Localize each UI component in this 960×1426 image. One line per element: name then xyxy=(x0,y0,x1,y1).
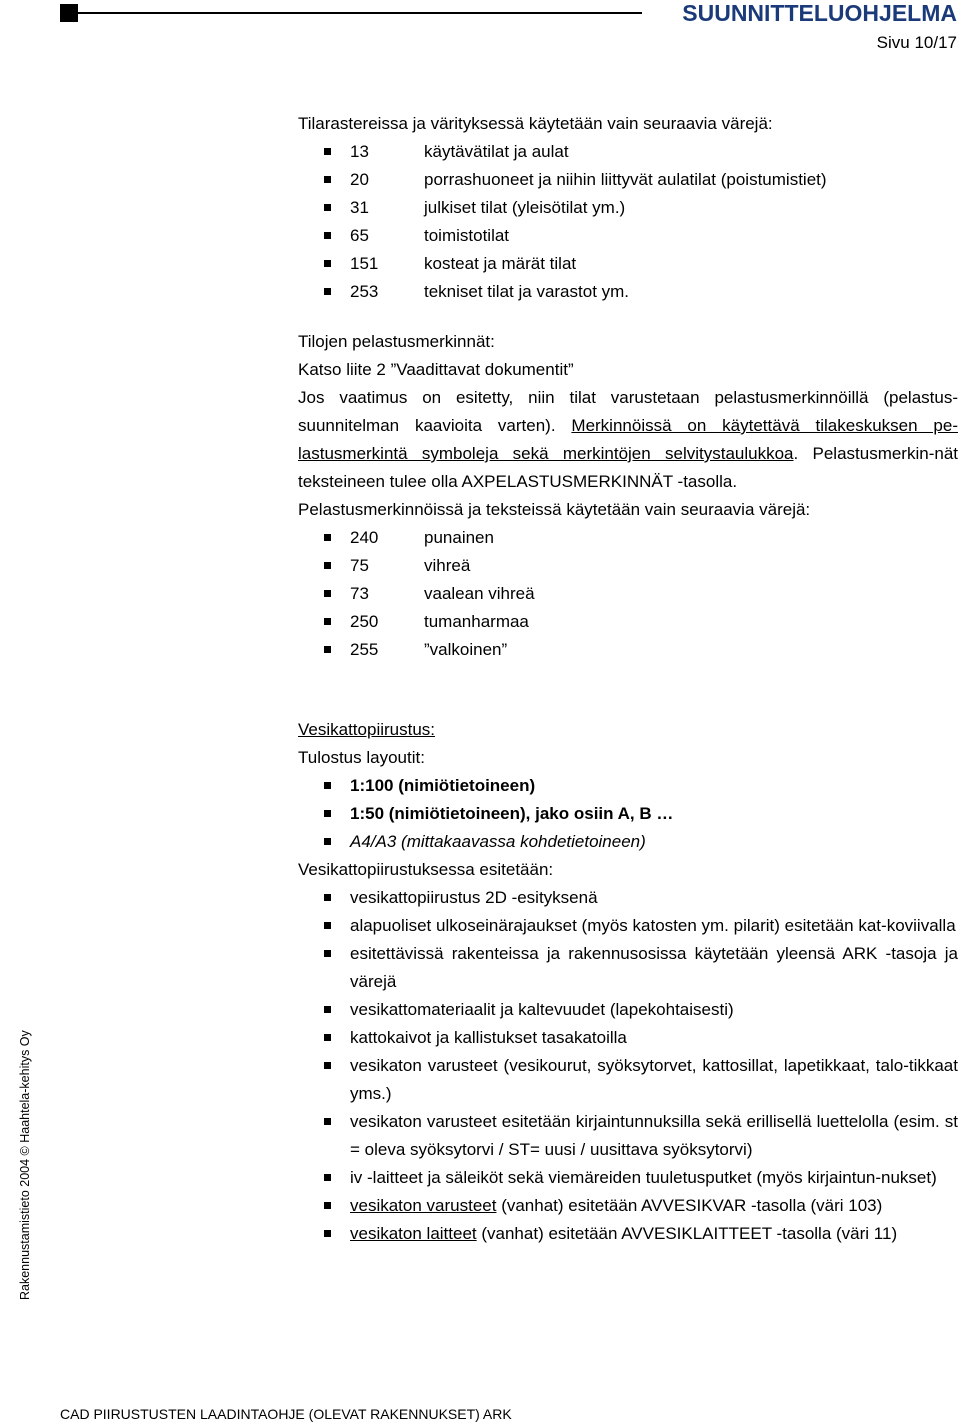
roof-title: Vesikattopiirustus: xyxy=(298,720,436,739)
list-item: vesikattomateriaalit ja kaltevuudet (lapekohtaisesti) xyxy=(298,996,958,1024)
rescue-paragraph: Jos vaatimus on esitetty, niin tilat varustetaan pelastusmerkinnöillä (pelastus-suunnitelman kaavioita varten). Merkinnöissä on käytettävä tilakeskuksen pe-lastusmerkintä symboleja sekä merkintöjen selvitystaulukkoa. Pelastusmerkin-nät teksteineen tulee olla AXPELASTUSMERKINNÄT -tasolla. xyxy=(298,388,958,491)
rescue-title: Tilojen pelastusmerkinnät: xyxy=(298,332,495,351)
list-item: 13 käytävätilat ja aulat xyxy=(298,138,958,166)
list-item: 73 vaalean vihreä xyxy=(298,580,958,608)
list-item: 75 vihreä xyxy=(298,552,958,580)
rescue-color-list xyxy=(298,524,958,664)
list-item: iv -laitteet ja säleiköt sekä viemäreiden tuuletusputket (myös kirjaintun-nukset) xyxy=(298,1164,958,1192)
list-item: vesikaton laitteet (vanhat) esitetään AVVESIKLAITTEET -tasolla (väri 11) xyxy=(298,1220,958,1248)
header-rule xyxy=(78,12,642,14)
layout-list xyxy=(298,772,958,856)
room-color-list xyxy=(298,138,958,306)
layouts-label: Tulostus layoutit: xyxy=(298,748,425,767)
list-item: 240 punainen xyxy=(298,524,958,552)
list-item: vesikattopiirustus 2D -esityksenä xyxy=(298,884,958,912)
list-item: esitettävissä rakenteissa ja rakennusosissa käytetään yleensä ARK -tasoja ja värejä xyxy=(298,940,958,996)
rescue-colors-intro: Pelastusmerkinnöissä ja teksteissä käytetään vain seuraavia värejä: xyxy=(298,500,811,519)
list-item: 1:100 (nimiötietoineen) xyxy=(298,772,958,800)
list-item: 250 tumanharmaa xyxy=(298,608,958,636)
list-item: 65 toimistotilat xyxy=(298,222,958,250)
list-item: 1:50 (nimiötietoineen), jako osiin A, B … xyxy=(298,800,958,828)
list-item: alapuoliset ulkoseinärajaukset (myös katosten ym. pilarit) esitetään kat-koviivalla xyxy=(298,912,958,940)
list-item: vesikaton varusteet (vanhat) esitetään AVVESIKVAR -tasolla (väri 103) xyxy=(298,1192,958,1220)
list-item: vesikaton varusteet esitetään kirjaintunnuksilla sekä erillisellä luettelolla (esim. st = oleva syöksytorvi / ST= uusi / uusittava syöksytorvi) xyxy=(298,1108,958,1164)
colors-intro: Tilarastereissa ja värityksessä käytetään vain seuraavia värejä: xyxy=(298,114,773,133)
list-item: vesikaton varusteet (vesikourut, syöksytorvet, kattosillat, lapetikkaat, talo-tikkaat yms.) xyxy=(298,1052,958,1108)
page-number: Sivu 10/17 xyxy=(876,33,957,52)
list-item: 253 tekniset tilat ja varastot ym. xyxy=(298,278,958,306)
roof-items-list xyxy=(298,884,958,1248)
footer-text: CAD PIIRUSTUSTEN LAADINTAOHJE (OLEVAT RAKENNUKSET) ARK xyxy=(60,1406,512,1422)
document-title: SUUNNITTELUOHJELMA xyxy=(682,0,957,26)
list-item: 31 julkiset tilat (yleisötilat ym.) xyxy=(298,194,958,222)
copyright-side-text: Rakennustamistieto 2004 © Haahtela-kehitys Oy xyxy=(18,1030,32,1300)
list-item: A4/A3 (mittakaavassa kohdetietoineen) xyxy=(298,828,958,856)
header-square xyxy=(60,4,78,22)
list-item: 255 ”valkoinen” xyxy=(298,636,958,664)
list-item: 20 porrashuoneet ja niihin liittyvät aulatilat (poistumistiet) xyxy=(298,166,958,194)
list-item: kattokaivot ja kallistukset tasakatoilla xyxy=(298,1024,958,1052)
page-content xyxy=(298,110,958,1248)
list-item: 151 kosteat ja märät tilat xyxy=(298,250,958,278)
rescue-reference: Katso liite 2 ”Vaadittavat dokumentit” xyxy=(298,360,574,379)
shown-label: Vesikattopiirustuksessa esitetään: xyxy=(298,860,554,879)
